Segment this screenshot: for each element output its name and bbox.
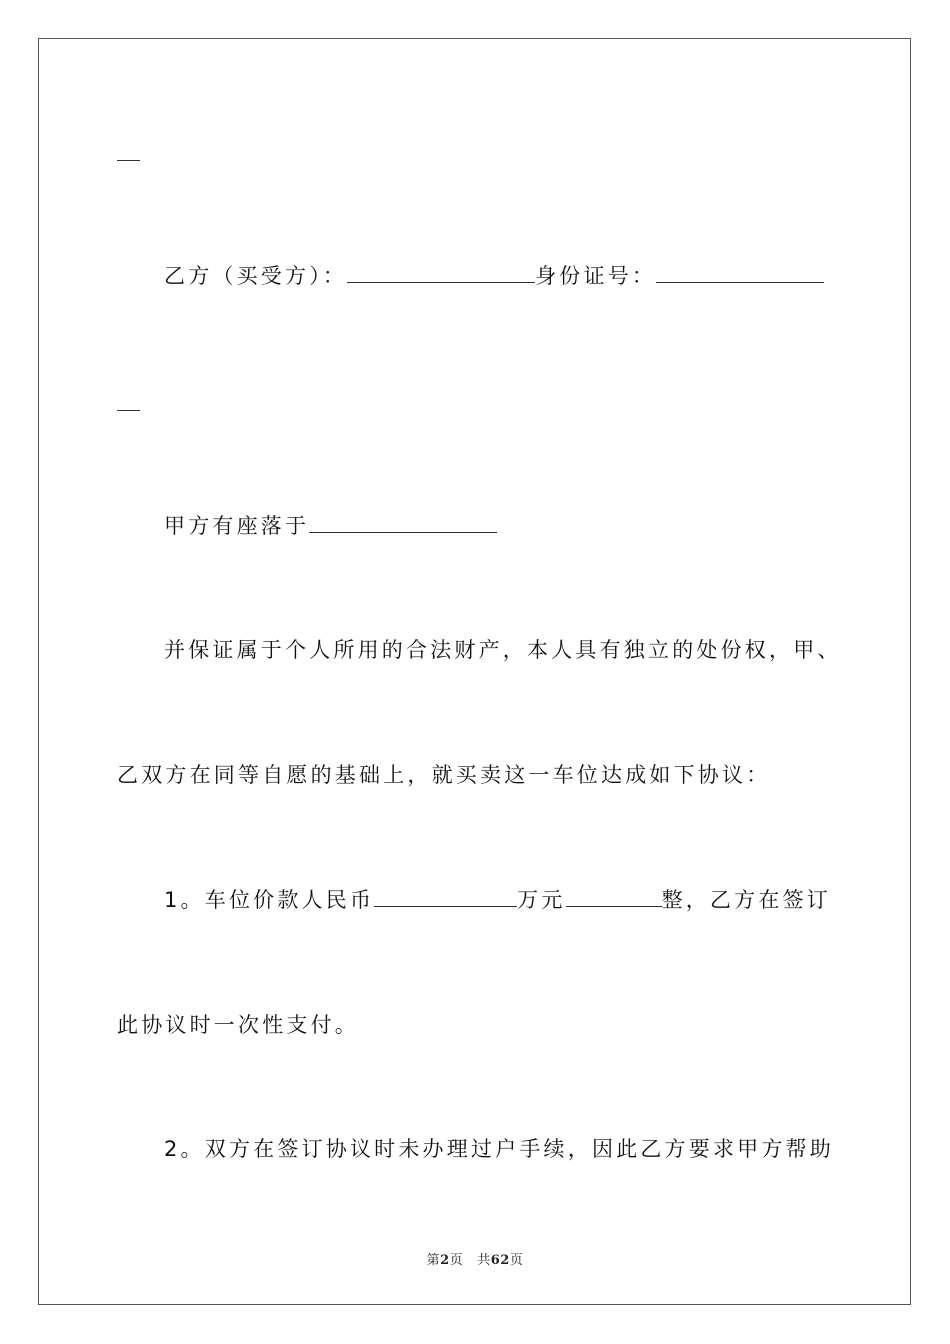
page-prefix: 第 [426,1253,441,1268]
paragraph-line-1: 并保证属于个人所用的合法财产，本人具有独立的处份权，甲、 [164,638,842,662]
party-b-line [164,262,824,290]
item-1-unit: 万元 [517,888,566,912]
price-blank [374,886,517,907]
total-prefix: 共 [477,1253,491,1268]
party-b-name-blank [347,262,535,283]
item-2-line: 2。双方在签订协议时未办理过户手续，因此乙方要求甲方帮助 [164,1137,834,1161]
item-1-continuation: 此协议时一次性支付。 [117,1013,359,1037]
total-unit: 页 [509,1253,524,1268]
current-page-number: 2 [440,1253,450,1268]
location-blank [309,512,497,533]
paragraph-line-2: 乙双方在同等自愿的基础上，就买卖这一车位达成如下协议： [117,763,771,787]
id-number-label: 身份证号： [535,264,657,288]
location-label: 甲方有座落于 [164,514,310,538]
continuation-dash-1 [117,160,140,161]
item-1-prefix: 1。车位价款人民币 [164,888,375,912]
total-page-number: 62 [490,1253,510,1268]
continuation-dash-2 [117,410,140,411]
price-detail-blank [566,886,662,907]
location-line [164,512,497,540]
party-b-label: 乙方（买受方）： [164,264,348,288]
item-1-suffix: 整，乙方在签订 [661,888,831,912]
page-frame [38,38,911,1305]
page-unit: 页 [449,1253,464,1268]
id-number-blank [656,262,824,283]
page-footer [0,1249,950,1268]
item-1-line [164,886,831,914]
